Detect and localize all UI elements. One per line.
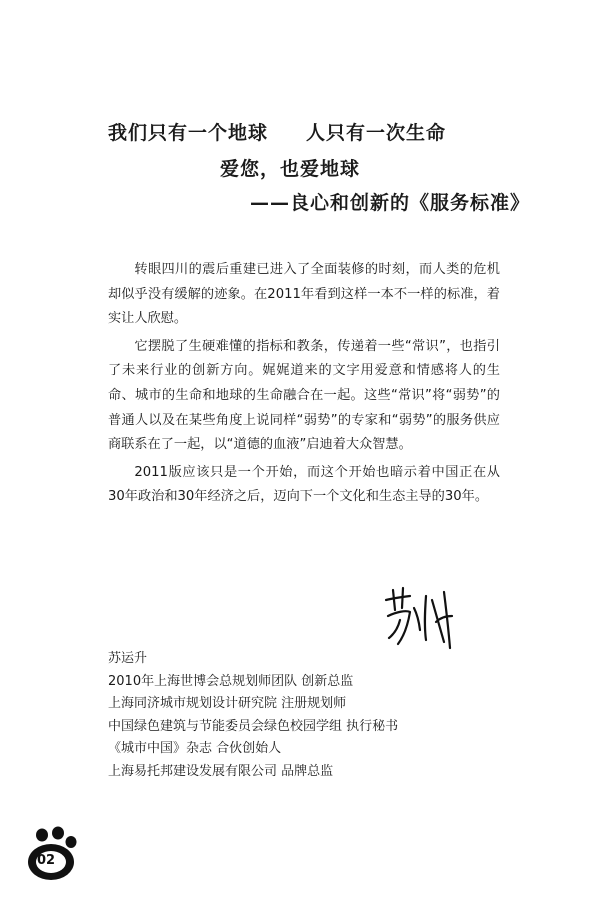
author-title-4: 《城市中国》杂志 合伙创始人 — [108, 741, 282, 757]
author-title-1: 2010年上海世博会总规划师团队 创新总监 — [108, 673, 354, 689]
handwritten-signature — [380, 582, 460, 654]
page-number: 02 — [37, 853, 56, 868]
body-text — [108, 258, 500, 513]
body-paragraph-3: 2011版应该只是一个开始，而这个开始也暗示着中国正在从30年政治和30年经济之后，迈向下一个文化和生态主导的30年。 — [108, 464, 500, 505]
heading-line-1-part-2: 人只有一次生命 — [306, 122, 447, 144]
heading-line-1 — [108, 118, 446, 145]
author-title-3: 中国绿色建筑与节能委员会绿色校园学组 执行秘书 — [108, 718, 399, 734]
author-title-5: 上海易托邦建设发展有限公司 品牌总监 — [108, 763, 334, 779]
author-title-2: 上海同济城市规划设计研究院 注册规划师 — [108, 696, 347, 712]
author-name: 苏运升 — [108, 651, 148, 666]
heading-line-2: 爱您，也爱地球 — [220, 158, 361, 180]
heading-attribution: ——良心和创新的《服务标准》 — [250, 192, 531, 214]
author-info — [108, 648, 398, 784]
body-paragraph-2: 它摆脱了生硬难懂的指标和教条，传递着一些“常识”，也指引了未来行业的创新方向。娓娓道来的文字用爱意和情感将人的生命、城市的生命和地球的生命融合在一起。这些“常识”将“弱势”的普通人以及在某些角度上说同样“弱势”的专家和“弱势”的服务供应商联系在了一起，以“道德的血液”启迪着大众智慧。 — [108, 338, 500, 453]
heading-line-1-part-1: 我们只有一个地球 — [108, 122, 269, 144]
body-paragraph-1: 转眼四川的震后重建已进入了全面装修的时刻，而人类的危机却似乎没有缓解的迹象。在2011年看到这样一本不一样的标准，着实让人欣慰。 — [108, 262, 500, 327]
